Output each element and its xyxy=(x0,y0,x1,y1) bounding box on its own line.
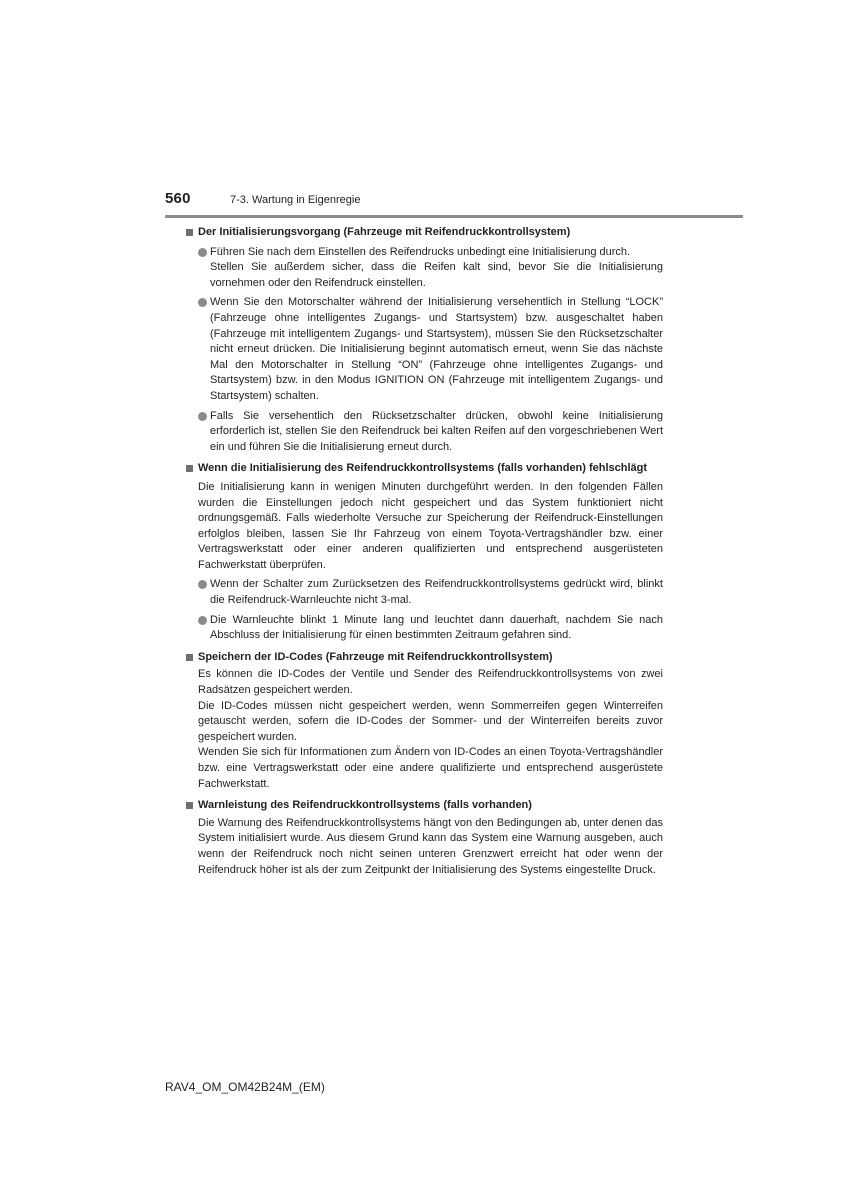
list-item xyxy=(198,613,663,644)
paragraph: Wenden Sie sich für Informationen zum Ändern von ID-Codes an einen Toyota-Vertragshändler bzw. eine Vertragswerkstatt oder eine andere qualifizierte und entsprechend ausgerüstete Fachwerkstatt. xyxy=(198,746,663,790)
heading-text: Wenn die Initialisierung des Reifendruckkontrollsystems (falls vorhanden) fehlschlägt xyxy=(198,462,648,475)
section-id-codes xyxy=(185,650,663,792)
square-bullet-icon xyxy=(186,654,193,661)
circle-bullet-icon xyxy=(198,412,207,421)
heading-text: Warnleistung des Reifendruckkontrollsystems (falls vorhanden) xyxy=(198,799,532,812)
bullet-text: Führen Sie nach dem Einstellen des Reifendrucks unbedingt eine Initialisierung durch. xyxy=(210,245,631,258)
list-item xyxy=(198,577,663,608)
section-initialization xyxy=(185,225,663,455)
list-item xyxy=(198,245,663,292)
paragraph: Die ID-Codes müssen nicht gespeichert werden, wenn Sommerreifen gegen Winterreifen getauscht werden, sofern die ID-Codes der Sommer- und der Winterreifen bereits zuvor gespeichert wurden. xyxy=(198,699,663,743)
footer-code: RAV4_OM_OM42B24M_(EM) xyxy=(165,1080,325,1094)
bullet-subtext: Stellen Sie außerdem sicher, dass die Reifen kalt sind, bevor Sie die Initialisierung vornehmen oder den Reifendruck einstellen. xyxy=(210,261,663,289)
circle-bullet-icon xyxy=(198,298,207,307)
section-warning-performance xyxy=(185,798,663,878)
bullet-text: Wenn der Schalter zum Zurücksetzen des Reifendruckkontrollsystems gedrückt wird, blinkt die Reifendruck-Warnleuchte nicht 3-mal. xyxy=(210,578,663,607)
page-number: 560 xyxy=(165,190,191,207)
section-title: 7-3. Wartung in Eigenregie xyxy=(230,194,361,206)
circle-bullet-icon xyxy=(198,616,207,625)
circle-bullet-icon xyxy=(198,580,207,589)
bullet-text: Falls Sie versehentlich den Rücksetzschalter drücken, obwohl keine Initialisierung erforderlich ist, stellen Sie den Reifendruck bei kalten Reifen auf den vorgeschriebenen Wert ein und führen Sie die Initialisierung erneut durch. xyxy=(210,409,663,453)
page-content xyxy=(185,225,663,878)
list-item xyxy=(198,409,663,456)
page-header xyxy=(0,190,848,222)
section-body xyxy=(185,667,663,792)
bullet-list xyxy=(198,577,663,643)
square-bullet-icon xyxy=(186,802,193,809)
section-heading xyxy=(185,461,663,477)
section-body xyxy=(185,816,663,878)
square-bullet-icon xyxy=(186,229,193,236)
paragraph: Die Warnung des Reifendruckkontrollsystems hängt von den Bedingungen ab, unter denen das System initialisiert wurde. Aus diesem Grund kann das System eine Warnung ausgeben, auch wenn der Reifendruck noch nicht seinen unteren Grenzwert erreicht hat oder wenn der Reifendruck höher ist als der zum Zeitpunkt der Initialisierung des Systems eingestellte Druck. xyxy=(198,816,663,876)
bullet-text: Die Warnleuchte blinkt 1 Minute lang und leuchtet dann dauerhaft, nachdem Sie nach Abschluss der Initialisierung für einen bestimmten Zeitraum gefahren sind. xyxy=(210,613,663,642)
heading-text: Speichern der ID-Codes (Fahrzeuge mit Reifendruckkontrollsystem) xyxy=(198,650,553,663)
header-rule xyxy=(165,215,743,218)
section-initialization-failure xyxy=(185,461,663,644)
section-heading xyxy=(185,225,663,241)
list-item xyxy=(198,295,663,404)
circle-bullet-icon xyxy=(198,248,207,257)
square-bullet-icon xyxy=(186,465,193,472)
paragraph: Es können die ID-Codes der Ventile und Sender des Reifendruckkontrollsystems von zwei Radsätzen gespeichert werden. xyxy=(198,668,663,697)
section-heading xyxy=(185,798,663,814)
bullet-text: Wenn Sie den Motorschalter während der Initialisierung versehentlich in Stellung “LOCK” (Fahrzeuge ohne intelligentes Zugangs- und Startsystem) bzw. ausgeschaltet haben (Fahrzeuge mit intelligentem Zugangs- und Startsystem), müssen Sie den Rücksetzschalter nicht erneut drücken. Die Initialisierung beginnt automatisch erneut, wenn Sie das nächste Mal den Motorschalter in Stellung “ON” (Fahrzeuge ohne intelligentes Zugangs- und Startsystem) bzw. in den Modus IGNITION ON (Fahrzeuge mit intelligentem Zugangs- und Startsystem) schalten. xyxy=(210,296,663,402)
section-heading xyxy=(185,650,663,666)
paragraph: Die Initialisierung kann in wenigen Minuten durchgeführt werden. In den folgenden Fällen wurden die Einstellungen jedoch nicht gespeichert und das System funktioniert nicht ordnungsgemäß. Falls wiederholte Versuche zur Speicherung der Reifendruck-Einstellungen erfolglos bleiben, lassen Sie Ihr Fahrzeug von einem Toyota-Vertragshändler bzw. einer Vertragswerkstatt oder einer anderen qualifizierten und entsprechend ausgerüsteten Fachwerkstatt überprüfen. xyxy=(198,480,663,571)
section-body xyxy=(185,480,663,644)
heading-text: Der Initialisierungsvorgang (Fahrzeuge mit Reifendruckkontrollsystem) xyxy=(198,226,571,238)
bullet-list xyxy=(185,245,663,456)
